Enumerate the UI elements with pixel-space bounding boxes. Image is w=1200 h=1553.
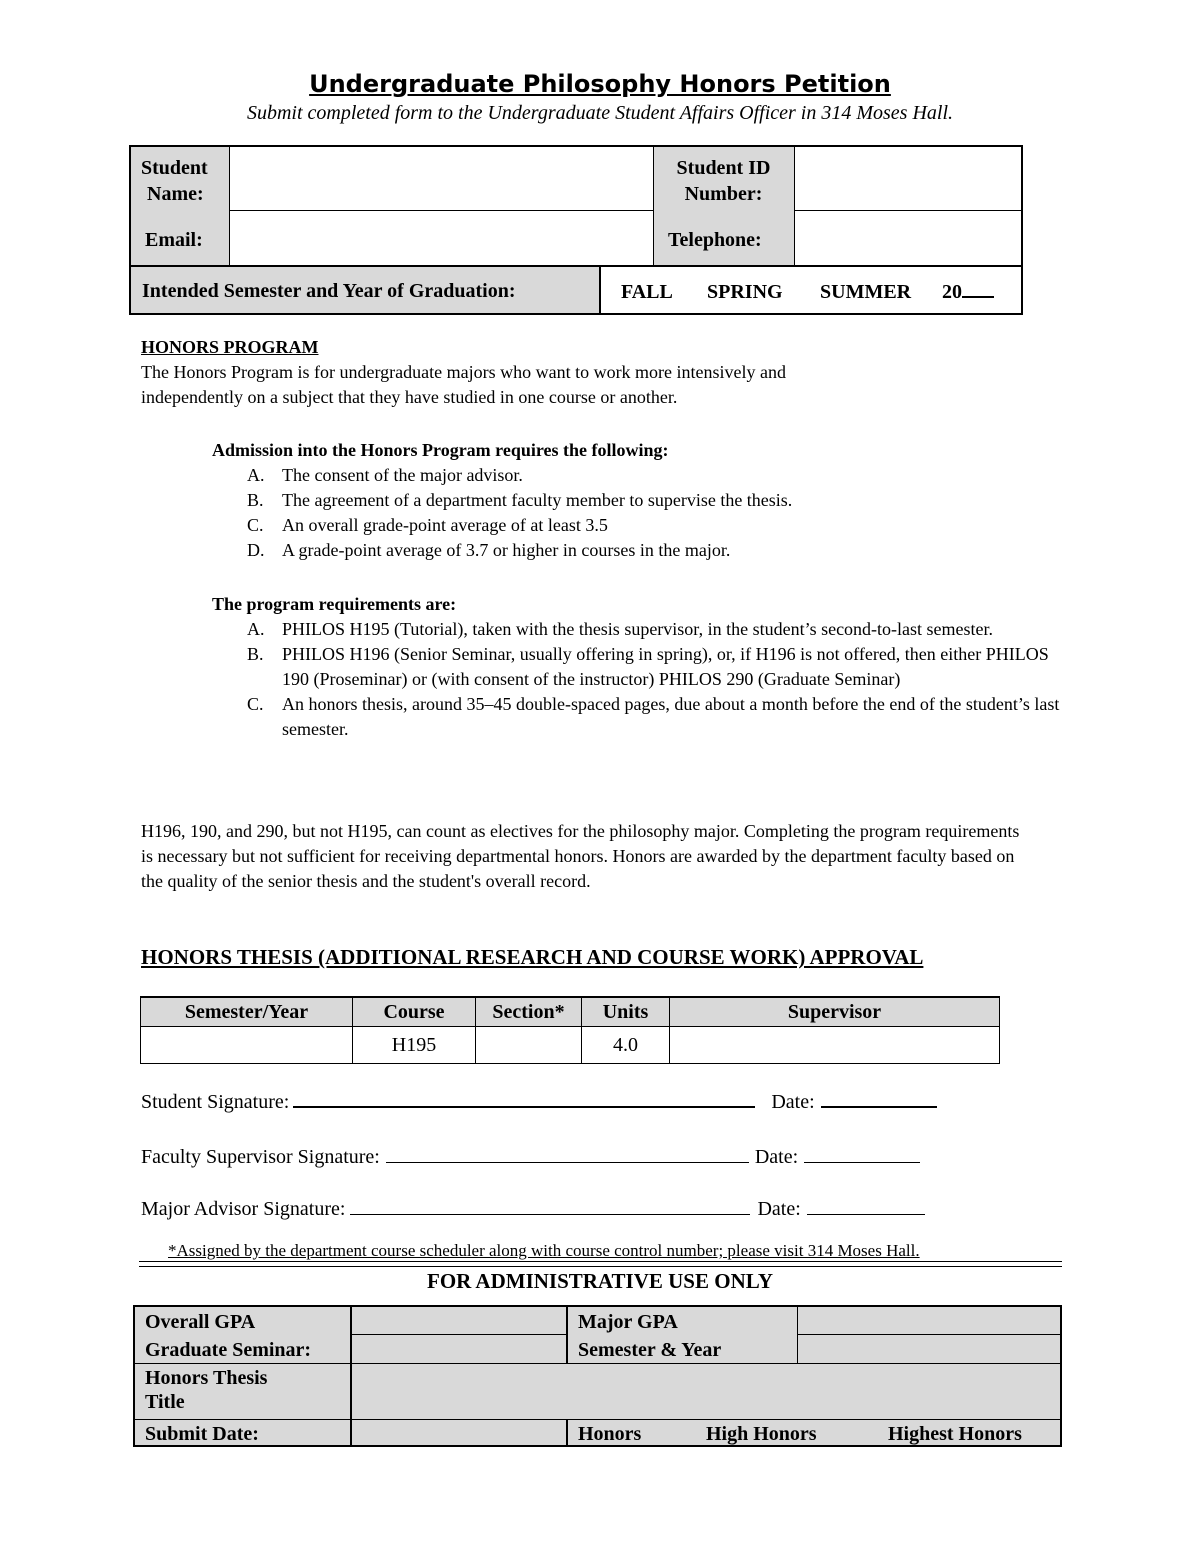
submit-date-label: Submit Date:	[145, 1423, 259, 1445]
honors-program-intro-line-2: independently on a subject that they have studied in one course or another.	[141, 387, 678, 407]
advisor-signature-line[interactable]	[350, 1214, 750, 1215]
student-name-label: Student Name:	[141, 157, 208, 205]
graduate-seminar-label: Graduate Seminar:	[145, 1339, 312, 1361]
student-id-label: Student ID Number:	[676, 157, 771, 205]
highest-honors-option[interactable]: Highest Honors	[888, 1423, 1022, 1445]
list-item: A. PHILOS H195 (Tutorial), taken with the thesis supervisor, in the student’s second-to-last semester.	[247, 619, 994, 639]
page-title: Undergraduate Philosophy Honors Petition	[309, 70, 891, 98]
high-honors-option[interactable]: High Honors	[706, 1423, 817, 1445]
major-gpa-label: Major GPA	[578, 1311, 678, 1333]
admission-list	[212, 463, 1082, 563]
honors-option[interactable]: Honors	[578, 1423, 642, 1445]
semester-year-field[interactable]	[141, 1027, 353, 1064]
option-spring[interactable]: SPRING	[707, 281, 783, 303]
column-header: Course	[353, 997, 476, 1027]
faculty-signature-line[interactable]	[386, 1162, 749, 1163]
telephone-field[interactable]	[794, 211, 1023, 265]
list-item: C. An honors thesis, around 35–45 double-spaced pages, due about a month before the end of the student’s last semester.	[247, 694, 1060, 739]
email-field[interactable]	[229, 211, 653, 265]
admin-heading: FOR ADMINISTRATIVE USE ONLY	[427, 1269, 773, 1293]
table-header-row	[141, 997, 1000, 1027]
admission-heading: Admission into the Honors Program requires the following:	[212, 440, 669, 460]
list-item: A. The consent of the major advisor.	[247, 465, 523, 485]
overall-gpa-field[interactable]	[350, 1307, 568, 1335]
thesis-approval-table	[140, 996, 1000, 1064]
overall-gpa-label: Overall GPA	[145, 1311, 256, 1333]
section-field[interactable]	[476, 1027, 582, 1064]
table-row	[141, 1027, 1000, 1064]
advisor-signature-row: Major Advisor Signature: Date:	[141, 1198, 925, 1221]
column-header: Supervisor	[670, 997, 1000, 1027]
student-name-field[interactable]	[229, 147, 653, 211]
graduation-label: Intended Semester and Year of Graduation:	[142, 280, 516, 302]
faculty-date-line[interactable]	[804, 1162, 920, 1163]
double-divider	[139, 1261, 1062, 1267]
footnote: *Assigned by the department course scheduler along with course control number; please visit 314 Moses Hall.	[168, 1241, 920, 1260]
column-header: Section*	[476, 997, 582, 1027]
option-fall[interactable]: FALL	[621, 281, 673, 303]
admin-table	[133, 1305, 1062, 1447]
honors-program-heading: HONORS PROGRAM	[141, 337, 319, 357]
thesis-approval-heading: HONORS THESIS (ADDITIONAL RESEARCH AND COURSE WORK) APPROVAL	[141, 945, 924, 969]
column-header: Units	[582, 997, 670, 1027]
graduation-year-field[interactable]: 20	[942, 279, 994, 305]
semester-year-label: Semester & Year	[578, 1339, 722, 1361]
page-subtitle: Submit completed form to the Undergraduate Student Affairs Officer in 314 Moses Hall.	[246, 102, 954, 124]
column-header: Semester/Year	[141, 997, 353, 1027]
supervisor-field[interactable]	[670, 1027, 1000, 1064]
honors-program-intro-line-1: The Honors Program is for undergraduate majors who want to work more intensively and	[141, 362, 787, 382]
telephone-label: Telephone:	[668, 229, 762, 251]
student-signature-line[interactable]	[293, 1106, 755, 1108]
units-cell: 4.0	[582, 1027, 670, 1064]
email-label: Email:	[145, 229, 203, 251]
semester-year-divider	[797, 1335, 799, 1363]
list-item: D. A grade-point average of 3.7 or higher in courses in the major.	[247, 540, 731, 560]
graduate-seminar-field[interactable]	[350, 1335, 568, 1363]
graduation-options-cell	[599, 265, 1023, 313]
student-signature-row: Student Signature: Date:	[141, 1091, 937, 1114]
option-summer[interactable]: SUMMER	[820, 281, 912, 303]
student-info-table	[129, 145, 1023, 315]
student-id-field[interactable]	[794, 147, 1023, 211]
list-item: B. PHILOS H196 (Senior Seminar, usually offering in spring), or, if H196 is not offered, then either PHILOS 190 (Proseminar) or (with consent of the instructor) PHILOS 290 (Graduate Seminar)	[247, 644, 1049, 689]
requirements-heading: The program requirements are:	[212, 594, 457, 614]
submit-date-field[interactable]	[350, 1419, 568, 1447]
student-date-line[interactable]	[821, 1106, 937, 1108]
submit-row-divider	[135, 1419, 1060, 1421]
list-item: B. The agreement of a department faculty member to supervise the thesis.	[247, 490, 793, 510]
requirements-list	[212, 617, 1074, 742]
major-gpa-field[interactable]	[797, 1307, 1060, 1335]
course-cell: H195	[353, 1027, 476, 1064]
honors-program-closing: H196, 190, and 290, but not H195, can count as electives for the philosophy major. Completing the program requirements is necessary but not sufficient for receiving departmental honors. Honors are awarded by the department faculty based on the quality of the senior thesis and the student's overall record.	[141, 821, 1020, 891]
advisor-date-line[interactable]	[807, 1214, 925, 1215]
faculty-signature-row: Faculty Supervisor Signature: Date:	[141, 1146, 920, 1169]
list-item: C. An overall grade-point average of at least 3.5	[247, 515, 608, 535]
thesis-title-row	[135, 1363, 1060, 1419]
thesis-title-label: Honors Thesis Title	[145, 1367, 268, 1413]
